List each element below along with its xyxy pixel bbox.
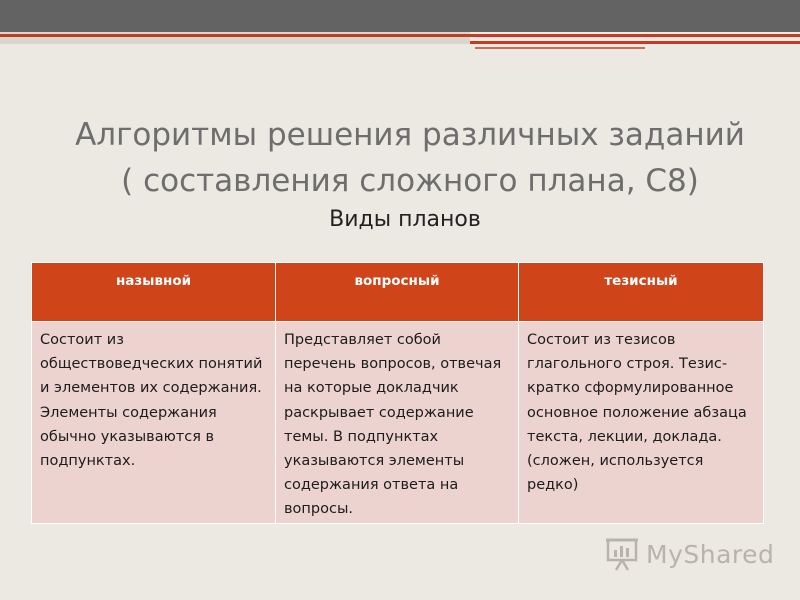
top-decor-red-stripe-thin <box>475 47 645 49</box>
slide-title-line-1: Алгоритмы решения различных заданий <box>75 117 745 153</box>
cell-question-description: Представляет собой перечень вопросов, отвечая на которые докладчик раскрывает содержание темы. В подпунктах указываются элементы содержания ответа на вопросы. <box>276 322 519 524</box>
header-question: вопросный <box>276 263 519 322</box>
cell-nominal-description: Состоит из обществоведческих понятий и элементов их содержания. Элементы содержания обычно указываются в подпунктах. <box>32 322 276 524</box>
table-header-row <box>32 263 764 322</box>
slide-title-line-2: ( составления сложного плана, С8) <box>121 163 699 199</box>
table-row <box>32 322 764 524</box>
header-thesis: тезисный <box>519 263 764 322</box>
top-decor-red-stripe-short <box>470 41 800 44</box>
top-decor-bar <box>0 0 800 32</box>
slide-title <box>0 112 800 204</box>
myshared-watermark <box>606 534 774 574</box>
watermark-text: MyShared <box>646 539 775 569</box>
plan-types-table <box>31 262 764 524</box>
cell-thesis-description: Состоит из тезисов глагольного строя. Тезис- кратко сформулированное основное положение абзаца текста, лекции, доклада. (сложен, используется редко) <box>519 322 764 524</box>
slide-subtitle: Виды планов <box>329 207 481 232</box>
presentation-chart-icon <box>606 536 640 572</box>
top-decor-red-stripe <box>0 34 800 37</box>
header-nominal: назывной <box>32 263 276 322</box>
